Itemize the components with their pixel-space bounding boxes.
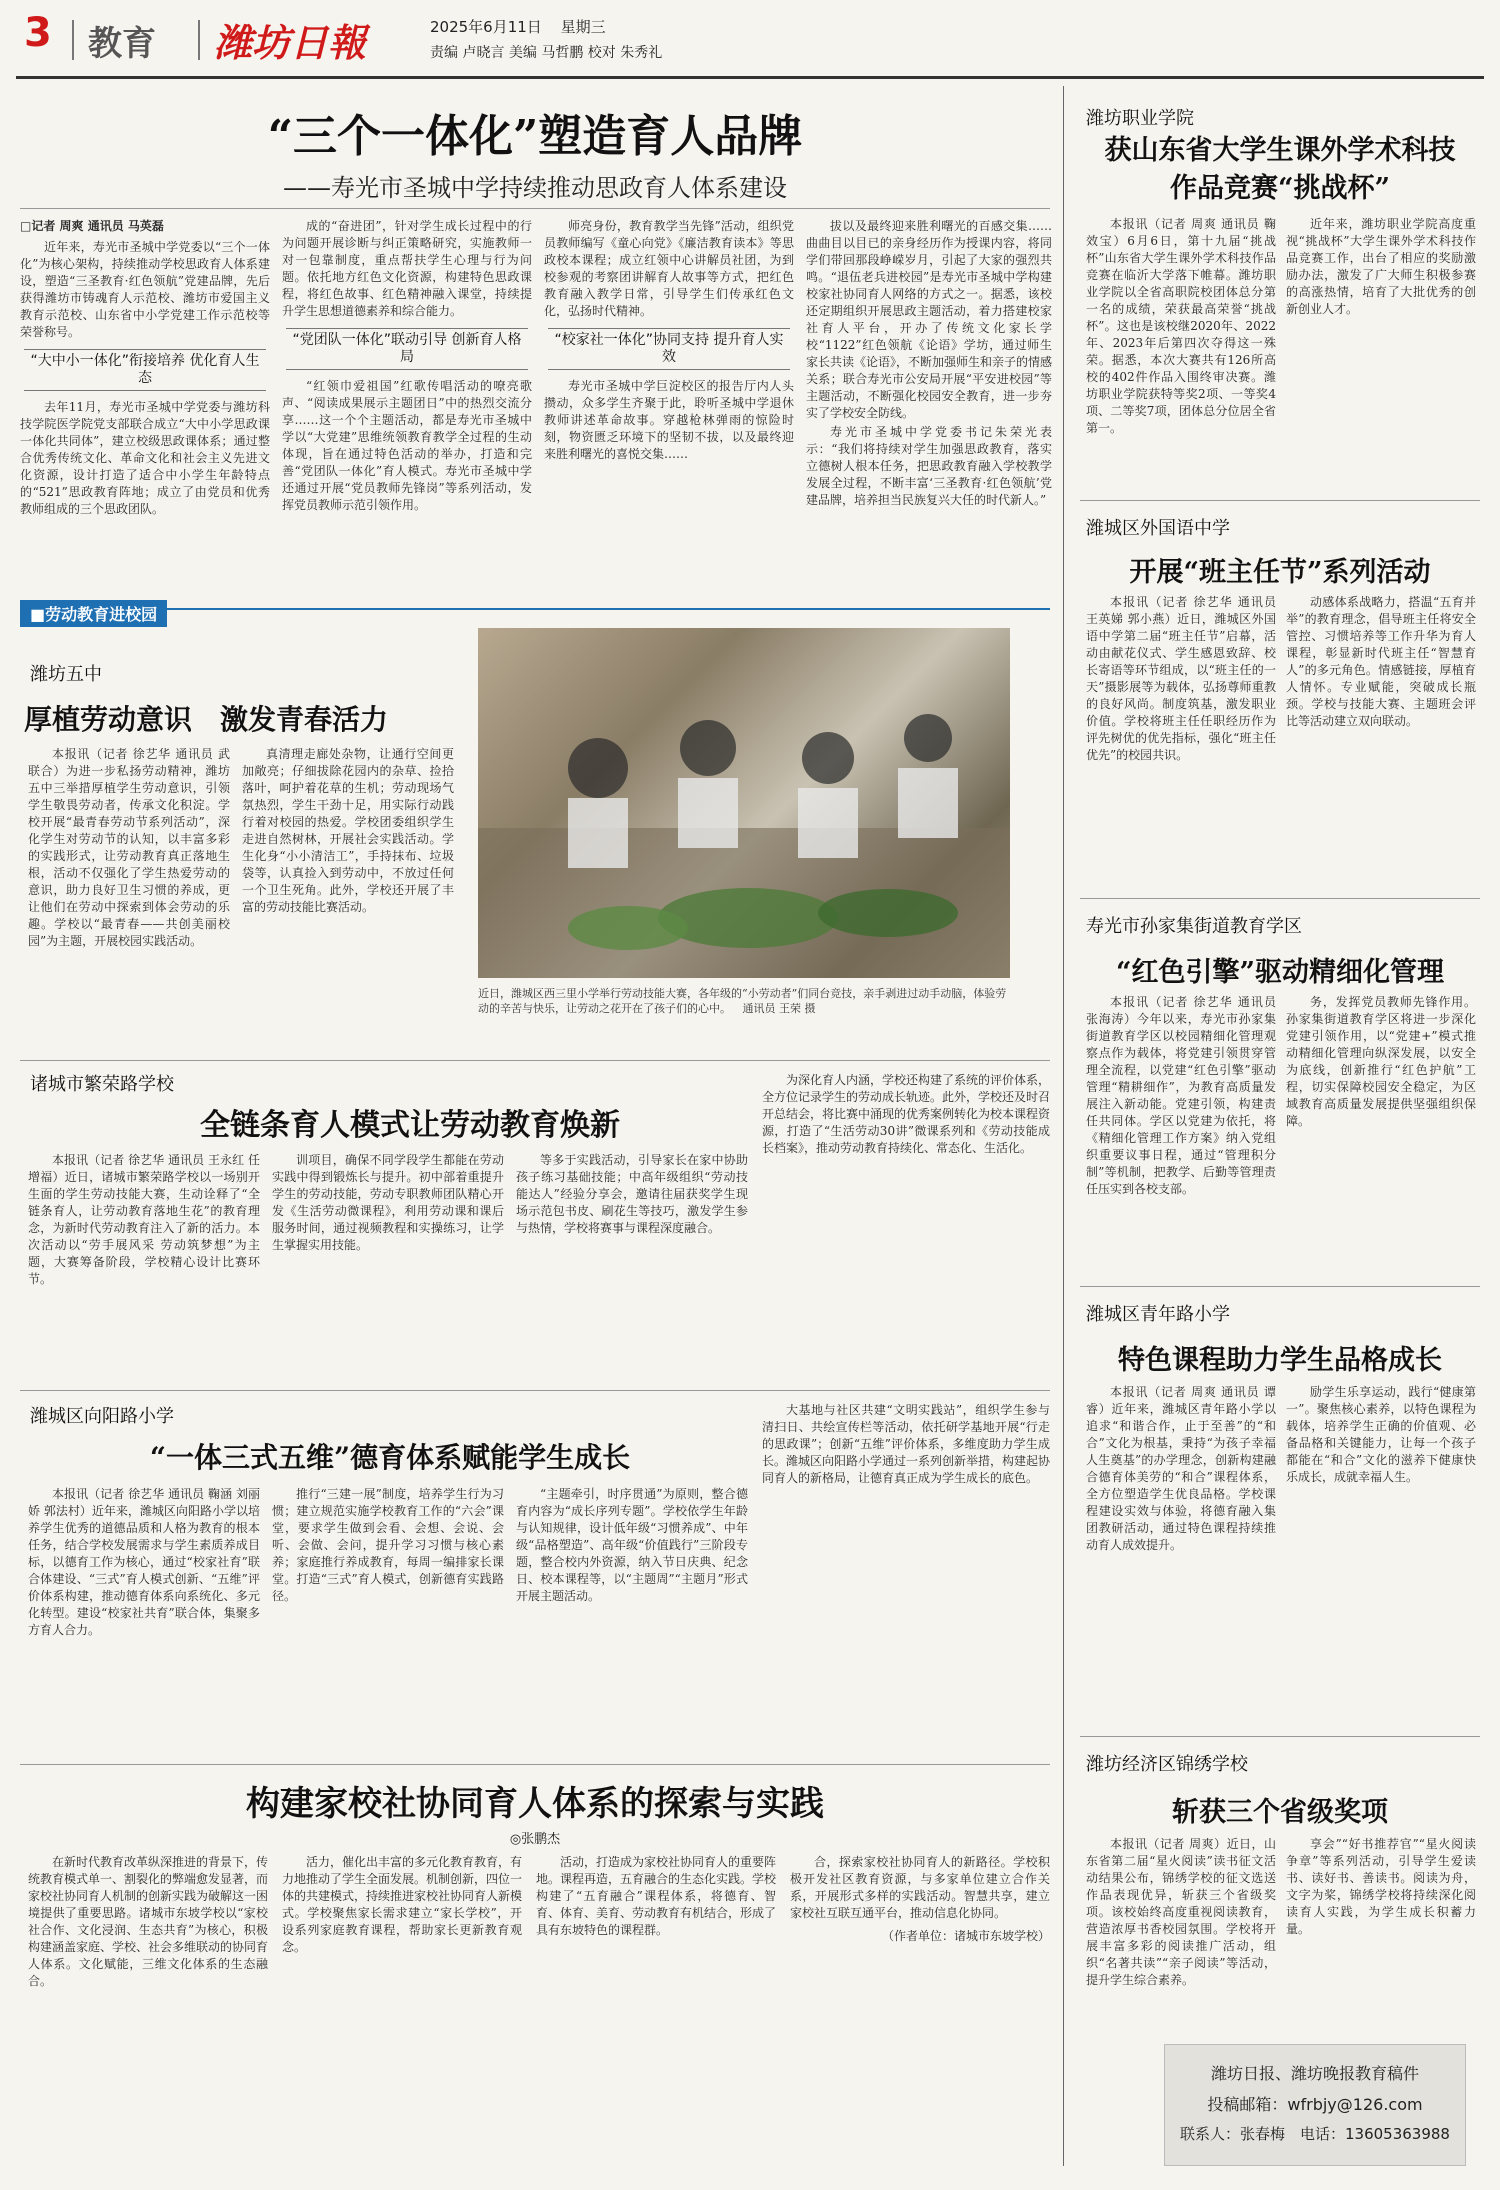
r2-text-b: 动感体系战略力，搭温“五育并举”的教育理念，倡导班主任将安全管控、习惯培养等工作升华为育人课程，彰显新时代班主任“智慧育人”的多元角色。情感链接，厚植育人情怀。专业赋能，突破成长瓶颈。学校与技能大赛、主题班会评比等活动建立双向联动。 (1286, 595, 1476, 728)
zc-text-4: 为深化育人内涵，学校还构建了系统的评价体系，全方位记录学生的劳动成长轨迹。此外，学校还及时召开总结会，将比赛中涌现的优秀案例转化为校本课程资源，打造了“生活劳动30讲”微课系列和《劳动技能成长档案》，推动劳动教育持续化、常态化、生活化。 (762, 1073, 1050, 1155)
r1-col-a (1086, 216, 1276, 484)
home-text-1: 在新时代教育改革纵深推进的背景下，传统教育模式单一、割裂化的弊端愈发显著，而家校社协同育人机制的创新实践为破解这一困境提供了重要思路。诸城市东坡学校以“家校社合作、文化浸润、生态共育”为核心，积极构建涵盖家庭、学校、社会多维联动的协同育人体系。文化赋能，三维文化体系的生态融合。 (28, 1855, 268, 1988)
masthead-rule (16, 76, 1484, 79)
r2-title: 开展“班主任节”系列活动 (1129, 557, 1431, 588)
lead-p1: 去年11月，寿光市圣城中学党委与潍坊科技学院医学院党支部联合成立“大中小学思政课一体化共同体”，建立校级思政课体系；通过整合优秀传统文化、革命文化和社会主义先进文化资源，设计打造了适合中小学生年龄特点的“521”思政教育阵地；成立了由党员和优秀教师组成的三个思政团队。 (20, 400, 270, 516)
editor-credits: 责编 卢晓言 美编 马哲鹏 校对 朱秀礼 (430, 45, 663, 61)
lead-subhead-1: “大中小一体化”衔接培养 优化育人生态 (24, 349, 266, 391)
r4-col-b (1286, 1384, 1476, 1726)
r5-col-a (1086, 1836, 1276, 2032)
wc-text-2: 推行“三建一展”制度，培养学生行为习惯；建立规范实施学校教育工作的“六会”课堂，要求学生做到会看、会想、会说、会听、会做、会问，提升学习习惯与核心素养；家庭推行养成教育，每周一编排家长课堂。打造“三式”育人模式，创新德育实践路径。 (272, 1487, 504, 1603)
r3-col-a (1086, 994, 1276, 1276)
wc-kicker: 潍城区向阳路小学 (30, 1406, 174, 1427)
home-title: 构建家校社协同育人体系的探索与实践 (246, 1784, 824, 1824)
photo-illustration (478, 628, 1010, 978)
r3-title: “红色引擎”驱动精细化管理 (1115, 957, 1445, 988)
r2-bottom-rule (1080, 898, 1480, 899)
zc-col-1 (28, 1152, 260, 1382)
wc-text-1: 本报讯（记者 徐艺华 通讯员 鞠涵 刘丽娇 郭法村）近年来，潍城区向阳路小学以培养学生优秀的道德品质和人格为教育的根本任务，结合学校发展需求与学生素质养成目标，以德育工作为核心，通过“校家社育”联合体建设、“三式”育人模式创新、“五维”评价体系构建，推动德育体系向系统化、多元化转型。建设“校家社共育”联合体，集聚多方育人合力。 (28, 1487, 260, 1637)
wc-text-4: 大基地与社区共建“文明实践站”，组织学生参与清扫日、共绘宣传栏等活动，依托研学基地开展“行走的思政课”；创新“五维”评价体系，多维度助力学生成长。潍城区向阳路小学通过一系列创新举措，构建起协同育人的新格局，让德育真正成为学生成长的底色。 (762, 1403, 1050, 1485)
r2-col-b (1286, 594, 1476, 888)
masthead-divider-2 (198, 20, 200, 60)
r3-text-b: 务，发挥党员教师先锋作用。孙家集街道教育学区将进一步深化党建引领作用，以“党建+”模式推动精细化管理向纵深发展，以安全为底线，创新推行“红色护航”工程，切实保障校园安全稳定，为区域教育高质量发展提供坚强组织保障。 (1286, 995, 1476, 1128)
wf5-bottom-rule (20, 1060, 1050, 1061)
r4-text-b: 励学生乐享运动，践行“健康第一”。聚焦核心素养，以特色课程为载体，培养学生正确的价值观、必备品格和关键能力，让每一个孩子都能在“和合”文化的滋养下健康快乐成长，成就幸福人生。 (1286, 1385, 1476, 1484)
photo-caption (478, 986, 1010, 1034)
r3-bottom-rule (1080, 1286, 1480, 1287)
r5-col-b (1286, 1836, 1476, 2032)
home-col-1 (28, 1854, 268, 2166)
r4-text-a: 本报讯（记者 周爽 通讯员 谭睿）近年来，潍城区青年路小学以追求“和谐合作，止于至善”的“和合”文化为根基，秉持“为孩子幸福人生奠基”的办学理念，创新构建融合德育体美劳的“和合”课程体系，全方位塑造学生优良品格。学校课程建设实效与体验，将德育融入集团教研活动，通过特色课程持续推动育人成效提升。 (1086, 1385, 1276, 1552)
photo-credit: 通讯员 王荣 摄 (742, 1002, 816, 1015)
wc-title: “一体三式五维”德育体系赋能学生成长 (149, 1441, 631, 1474)
zc-col-4 (762, 1072, 1050, 1382)
r1-text-b: 近年来，潍坊职业学院高度重视“挑战杯”大学生课外学术科技作品竞赛工作，出台了相应的奖励激励办法，激发了广大师生积极参赛的高涨热情，培育了大批优秀的创新创业人才。 (1286, 217, 1476, 316)
home-col-4 (790, 1854, 1050, 2166)
zc-text-1: 本报讯（记者 徐艺华 通讯员 王永红 任增福）近日，诸城市繁荣路学校以一场别开生面的学生劳动技能大赛，生动诠释了“全链条育人，让劳动教育落地生花”的教育理念，为新时代劳动教育注入了新的活力。本次活动以“劳手展风采 劳动筑梦想”为主题，大赛筹备阶段，学校精心设计比赛环节。 (28, 1153, 260, 1286)
lead-col4b-text: 寿光市圣城中学党委书记朱荣光表示：“我们将持续对学生加强思政教育，落实立德树人根本任务，把思政教育融入学校教学发展全过程，不断丰富‘三圣教育·红色领航’党建品牌，培养担当民族复兴大任的时代新人。” (806, 425, 1052, 507)
r2-kicker: 潍城区外国语中学 (1086, 518, 1230, 539)
lead-top-rule (20, 208, 1050, 209)
r2-col-a (1086, 594, 1276, 888)
zc-kicker: 诸城市繁荣路学校 (30, 1074, 174, 1095)
r4-bottom-rule (1080, 1736, 1480, 1737)
r3-col-b (1286, 994, 1476, 1276)
contact-phone: 联系人：张春梅 电话：13605363988 (1180, 2125, 1450, 2143)
r5-text-b: 享会”“好书推荐官”“星火阅读争章”等系列活动，引导学生爱读书、读好书、善读书。阅读为舟，文字为桨，锦绣学校将持续深化阅读育人实践，为学生成长积蓄力量。 (1286, 1837, 1476, 1936)
lead-col2-text: 成的“奋进团”，针对学生成长过程中的行为问题开展诊断与纠正策略研究，实施教师一对一包靠制度，重点帮扶学生心理与行为问题。依托地方红色文化资源，构建特色思政课程，将红色故事、红色精神融入课堂，持续提升学生思想道德素养和综合能力。 (282, 219, 532, 318)
zc-text-2: 训项目，确保不同学段学生都能在劳动实践中得到锻炼长与提升。初中部着重提升学生的劳动技能，劳动专职教师团队精心开发《生活劳动微课程》，利用劳动课和课后服务时间，通过视频教程和实操练习，让学生掌握实用技能。 (272, 1153, 504, 1252)
contact-box (1164, 2044, 1466, 2166)
section-banner: ■劳动教育进校园 (20, 600, 167, 627)
lead-title: “三个一体化”塑造育人品牌 (267, 111, 803, 162)
masthead-divider (72, 20, 74, 60)
wc-bottom-rule (20, 1764, 1050, 1765)
lead-p2: “红领巾爱祖国”红歌传唱活动的嘹亮歌声、“阅读成果展示主题团日”中的热烈交流分享……这一个个主题活动，都是寿光市圣城中学以“大党建”思维统领教育教学全过程的生动体现，旨在通过特色活动的举办，打造和完善“党团队一体化”育人模式。寿光市圣城中学还通过开展“党员教师先锋岗”等系列活动，发挥党员教师示范引领作用。 (282, 379, 532, 512)
r5-kicker: 潍坊经济区锦绣学校 (1086, 1754, 1248, 1775)
zc-col-2 (272, 1152, 504, 1382)
r1-kicker: 潍坊职业学院 (1086, 108, 1194, 129)
wc-col-3 (516, 1486, 748, 1756)
r5-title: 斩获三个省级奖项 (1172, 1797, 1388, 1828)
lead-col3-text: 师亮身份，教育教学当先锋”活动，组织党员教师编写《童心向党》《廉洁教育读本》等思政校本课程；成立红领中心讲解员社团，为到校参观的考察团讲解育人故事等方式，把红色教育融入教学日常，引导学生们传承红色文化，弘扬时代精神。 (544, 219, 794, 318)
date-text: 2025年6月11日 (430, 18, 542, 36)
wf5-col-2 (242, 746, 454, 1056)
r3-text-a: 本报讯（记者 徐艺华 通讯员 张海涛）今年以来，寿光市孙家集街道教育学区以校园精细化管理观察点作为载体，将党建引领贯穿管理全流程，以党建“红色引擎”驱动管理“精耕细作”，为教育高质量发展注入新动能。党建引领，构建责任共同体。学区以党建为依托，将《精细化管理工作方案》纳入党组织重要议事日程，通过“管理积分制”等机制，把教学、后勤等管理责任压实到各校支部。 (1086, 995, 1276, 1196)
issue-date (430, 16, 606, 37)
lead-col-2 (282, 218, 532, 588)
newspaper-logo: 潍坊日報 (214, 20, 367, 65)
lead-subhead-3: “校家社一体化”协同支持 提升育人实效 (548, 328, 790, 370)
wf5-text-1: 本报讯（记者 徐艺华 通讯员 武联合）为进一步私扬劳动精神，潍坊五中三举措厚植学生劳动意识，引领学生敬畏劳动者，传承文化积淀。学校开展“最青春劳动节系列活动”，深化学生对劳动节的认知，以丰富多彩的实践形式，让劳动教育真正落地生根，活动不仅强化了学生热爱劳动的意识，助力良好卫生习惯的养成，更让他们在劳动中探索到体会劳动的乐趣。学校以“最青春——共创美丽校园”为主题，开展校园实践活动。 (28, 747, 230, 948)
r3-kicker: 寿光市孙家集街道教育学区 (1086, 916, 1302, 937)
wf5-title: 厚植劳动意识 激发青春活力 (24, 703, 389, 736)
zc-col-3 (516, 1152, 748, 1382)
lead-subhead-2: “党团队一体化”联动引导 创新育人格局 (286, 328, 528, 370)
page-number: 3 (24, 10, 52, 56)
wf5-text-2: 真清理走廊处杂物，让通行空间更加敞亮；仔细拔除花园内的杂草、捡拾落叶，呵护着花草的生机；劳动现场气氛热烈，学生干劲十足，用实际行动践行着对校园的热爱。学校团委组织学生走进自然树林，开展社会实践活动。学生化身“小小清洁工”，手持抹布、垃圾袋等，认真捡入到劳动中，不放过任何一个卫生死角。此外，学校还开展了丰富的劳动技能比赛活动。 (242, 747, 454, 914)
lead-col-4 (806, 218, 1052, 588)
section-name: 教育 (88, 24, 156, 64)
photo-caption-text: 近日，潍城区西三里小学举行劳动技能大赛，各年级的“小劳动者”们同台竞技，亲手剥进过动手动脑，体验劳动的辛苦与快乐，让劳动之花开在了孩子们的心中。 (478, 987, 1007, 1015)
r4-kicker: 潍城区青年路小学 (1086, 1304, 1230, 1325)
lead-subtitle: ——寿光市圣城中学持续推动思政育人体系建设 (283, 174, 787, 202)
home-text-3: 活动，打造成为家校社协同育人的重要阵地。课程再造，五育融合的生态化实践。学校构建了“五育融合”课程体系，将德育、智育、体育、美育、劳动教育有机结合，形成了具有东坡特色的课程群。 (536, 1855, 776, 1937)
zc-title: 全链条育人模式让劳动教育焕新 (200, 1108, 620, 1143)
labor-contest-photo (478, 628, 1010, 978)
home-col-3 (536, 1854, 776, 2166)
wf5-col-1 (28, 746, 230, 1056)
lead-p3: 寿光市圣城中学巨淀校区的报告厅内人头攒动，众多学生齐聚于此，聆听圣城中学退休教师讲述革命故事。穿越枪林弹雨的惊险时刻，物资匮乏环境下的坚韧不拔，以及最终迎来胜利曙光的喜悦交集…… (544, 379, 794, 461)
wc-col-1 (28, 1486, 260, 1756)
home-byline: ◎张鹏杰 (509, 1832, 561, 1847)
r4-col-a (1086, 1384, 1276, 1726)
r1-title: 获山东省大学生课外学术科技作品竞赛“挑战杯” (1104, 135, 1456, 204)
lead-col4-text: 拔以及最终迎来胜利曙光的百感交集……曲曲目以目已的亲身经历作为授课内容，将同学们带回那段峥嵘岁月，引起了大家的强烈共鸣。“退伍老兵进校园”是寿光市圣城中学构建校家社协同育人网络的方式之一。据悉，该校还定期组织开展思政主题活动，着力搭建校家社育人平台，开办了传统文化家长学校“1122”红色领航《论语》学坊，通过师生家长共读《论语》，不断加强师生和亲子的情感关系；联合寿光市公安局开展“平安进校园”等主题活动，不断强化校园安全教育，进一步夯实了学校安全防线。 (806, 219, 1052, 420)
contact-email[interactable]: 投稿邮箱：wfrbjy@126.com (1207, 2095, 1423, 2114)
r1-col-b (1286, 216, 1476, 484)
wc-col-4 (762, 1402, 1050, 1756)
home-text-2: 活力，催化出丰富的多元化教育教育，有力地推动了学生全面发展。机制创新，四位一体的共建模式，持续推进家校社协同育人新模式。学校聚焦家长需求建立“家长学校”，开设系列家庭教育课程，帮助家长更新教育观念。 (282, 1855, 522, 1954)
r2-text-a: 本报讯（记者 徐艺华 通讯员 王英娣 郭小燕）近日，潍城区外国语中学第二届“班主任节”启幕，活动由献花仪式、学生感恩致辞、校长寄语等环节组成，以“班主任的一天”摄影展等为载体，弘扬尊师重教的良好风尚。制度筑基，激发职业价值。学校将班主任任职经历作为评先树优的优先指标，强化“班主任优先”的校园共识。 (1086, 595, 1276, 762)
zc-bottom-rule (20, 1390, 1050, 1391)
r1-text-a: 本报讯（记者 周爽 通讯员 鞠效宝）6月6日，第十九届“挑战杯”山东省大学生课外学术科技作品竞赛在临沂大学落下帷幕。潍坊职业学院以全省高职院校团体总分第一名的成绩，荣获最高荣誉“挑战杯”。这也是该校继2020年、2022年、2023年后第四次夺得这一殊荣。据悉，本次大赛共有126所高校的402件作品入围终审决赛。潍坊职业学院获特等奖2项、一等奖4项、二等奖7项，团体总分位居全省第一。 (1086, 217, 1276, 435)
wc-col-2 (272, 1486, 504, 1756)
home-col-2 (282, 1854, 522, 2166)
wf5-kicker: 潍坊五中 (30, 664, 102, 685)
r4-title: 特色课程助力学生品格成长 (1118, 1345, 1442, 1376)
weekday-text: 星期三 (560, 18, 606, 36)
wc-text-3: “主题牵引，时序贯通”为原则，整合德育内容为“成长序列专题”。学校依学生年龄与认知规律，设计低年级“习惯养成”、中年级“品格塑造”、高年级“价值践行”三阶段专题，整合校内外资源，纳入节日庆典、纪念日、校本课程等，以“主题周”“主题月”形式开展主题活动。 (516, 1487, 748, 1603)
zc-text-3: 等多于实践活动，引导家长在家中协助孩子练习基础技能；中高年级组织“劳动技能达人”经验分享会，邀请往届获奖学生现场示范包书皮、刷花生等技巧，激发学生参与热情，学校将赛事与课程深度融合。 (516, 1153, 748, 1235)
lead-byline: □记者 周爽 通讯员 马英磊 (20, 219, 164, 233)
home-author: （作者单位：诸城市东坡学校） (881, 1929, 1050, 1943)
lead-intro: 近年来，寿光市圣城中学党委以“三个一体化”为核心架构，持续推动学校思政育人体系建设，塑造“三圣教育·红色领航”党建品牌，先后获得潍坊市铸魂育人示范校、潍坊市爱国主义教育示范校、山东省中小学党建工作示范校等荣誉称号。 (20, 240, 270, 339)
contact-line-1: 潍坊日报、潍坊晚报教育稿件 (1210, 2064, 1419, 2083)
banner-rule (20, 608, 1050, 610)
home-text-4: 合，探索家校社协同育人的新路径。学校积极开发社区教育资源，与多家单位建立合作关系，开展形式多样的实践活动。智慧共享，建立家校社互联互通平台，推动信息化协同。 (790, 1855, 1050, 1920)
column-divider (1063, 86, 1064, 2166)
r1-bottom-rule (1080, 500, 1480, 501)
lead-col-3 (544, 218, 794, 588)
r5-text-a: 本报讯（记者 周爽）近日，山东省第二届“星火阅读”读书征文活动结果公布，锦绣学校的征文选送作品表现优异，斩获三个省级奖项。该校始终高度重视阅读教育，营造浓厚书香校园氛围。学校将开展丰富多彩的阅读推广活动，组织“名著共读”“亲子阅读”等活动，提升学生综合素养。 (1086, 1837, 1276, 1987)
lead-col-1 (20, 218, 270, 588)
